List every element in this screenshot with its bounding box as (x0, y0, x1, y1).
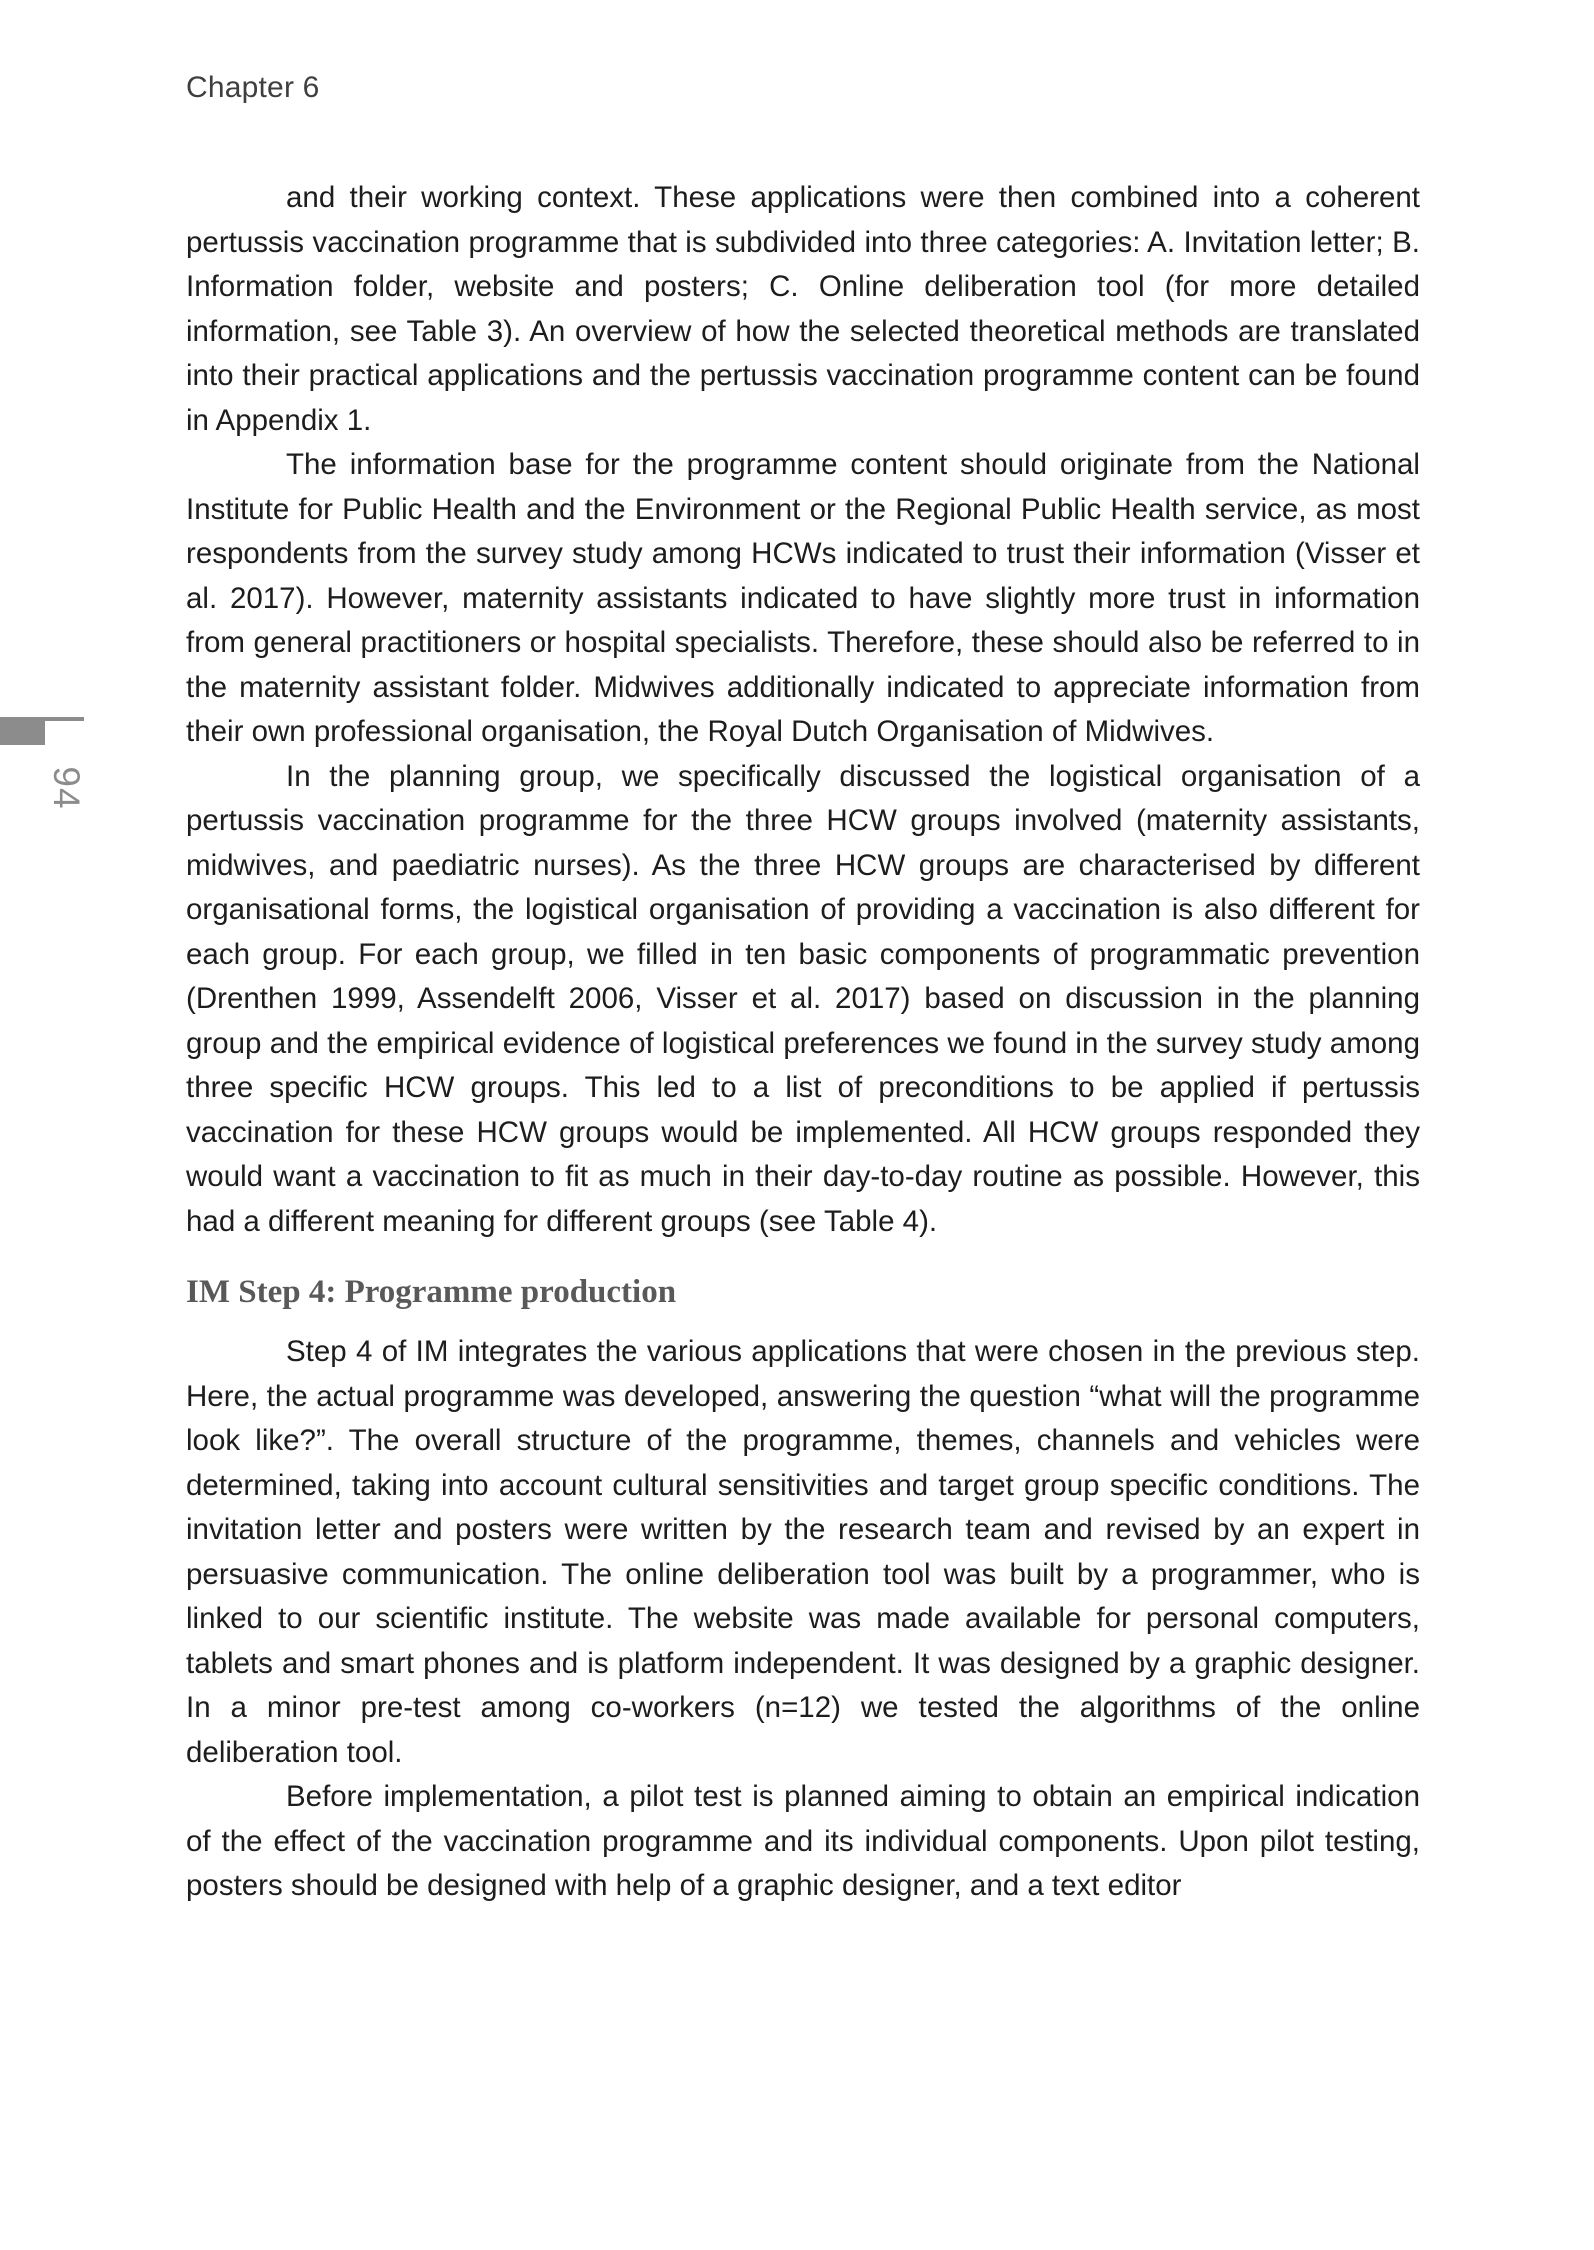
body-paragraph-4: Step 4 of IM integrates the various applications that were chosen in the previous step. Here, the actual programme was developed, answering the question “what will the programme look like?”. The overall structure of the programme, themes, channels and vehicles were determined, taking into account cultural sensitivities and target group specific conditions. The invitation letter and posters were written by the research team and revised by an expert in persuasive communication. The online deliberation tool was built by a programmer, who is linked to our scientific institute. The website was made available for personal computers, tablets and smart phones and is platform independent. It was designed by a graphic designer. In a minor pre-test among co-workers (n=12) we tested the algorithms of the online deliberation tool. (186, 1335, 1420, 1769)
chapter-header: Chapter 6 (186, 71, 320, 104)
body-paragraph-2: The information base for the programme content should originate from the National Institute for Public Health and the Environment or the Regional Public Health service, as most respondents from the survey study among HCWs indicated to trust their information (Visser et al. 2017). However, maternity assistants indicated to have slightly more trust in information from general practitioners or hospital specialists. Therefore, these should also be referred to in the maternity assistant folder. Midwives additionally indicated to appreciate information from their own professional organisation, the Royal Dutch Organisation of Midwives. (186, 448, 1420, 748)
page-margin-marker (0, 717, 45, 745)
text-block (186, 176, 1420, 1909)
section-heading: IM Step 4: Programme production (186, 1274, 677, 1310)
body-paragraph-5: Before implementation, a pilot test is planned aiming to obtain an empirical indication of the effect of the vaccination programme and its individual components. Upon pilot testing, posters should be designed with help of a graphic designer, and a text editor (186, 1780, 1420, 1902)
body-paragraph-3: In the planning group, we specifically discussed the logistical organisation of a pertussis vaccination programme for the three HCW groups involved (maternity assistants, midwives, and paediatric nurses). As the three HCW groups are characterised by different organisational forms, the logistical organisation of providing a vaccination is also different for each group. For each group, we filled in ten basic components of programmatic prevention (Drenthen 1999, Assendelft 2006, Visser et al. 2017) based on discussion in the planning group and the empirical evidence of logistical preferences we found in the survey study among three specific HCW groups. This led to a list of preconditions to be applied if pertussis vaccination for these HCW groups would be implemented. All HCW groups responded they would want a vaccination to fit as much in their day-to-day routine as possible. However, this had a different meaning for different groups (see Table 4). (186, 759, 1420, 1238)
page-number: 94 (46, 766, 87, 810)
page-margin-marker-line (45, 717, 84, 721)
body-paragraph-1: and their working context. These applications were then combined into a coherent pertussis vaccination programme that is subdivided into three categories: A. Invitation letter; B. Information folder, website and posters; C. Online deliberation tool (for more detailed information, see Table 3). An overview of how the selected theoretical methods are translated into their practical applications and the pertussis vaccination programme content can be found in Appendix 1. (186, 181, 1420, 437)
